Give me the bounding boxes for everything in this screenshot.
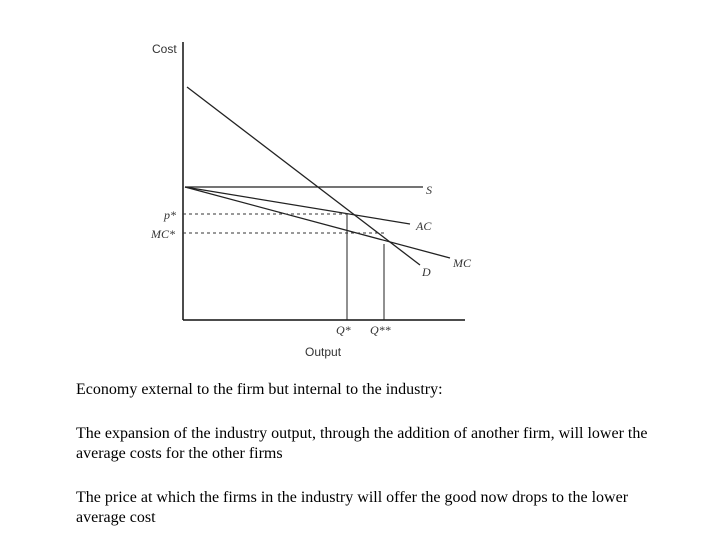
average-cost-label: AC [416,219,432,233]
marginal-cost-label: MC [453,256,471,270]
q-star-label: Q* [336,323,351,337]
price-label: p* [164,208,176,222]
q-double-star-label: Q** [370,323,391,337]
paragraph-average-costs: The expansion of the industry output, through the addition of another firm, will lower the average costs for the other firms [76,425,648,462]
x-axis-label: Output [305,345,342,359]
paragraph-price-drop: The price at which the firms in the industry will offer the good now drops to the lower average cost [76,489,629,526]
demand-label: D [422,265,431,279]
average-cost-curve [185,187,410,224]
supply-label: S [426,183,432,197]
caption-text: Economy external to the firm but internal to the industry: [76,381,443,398]
mc-star-label: MC* [151,227,175,241]
y-axis-label: Cost [152,42,177,56]
marginal-cost-curve [185,187,450,258]
demand-curve [187,87,420,265]
